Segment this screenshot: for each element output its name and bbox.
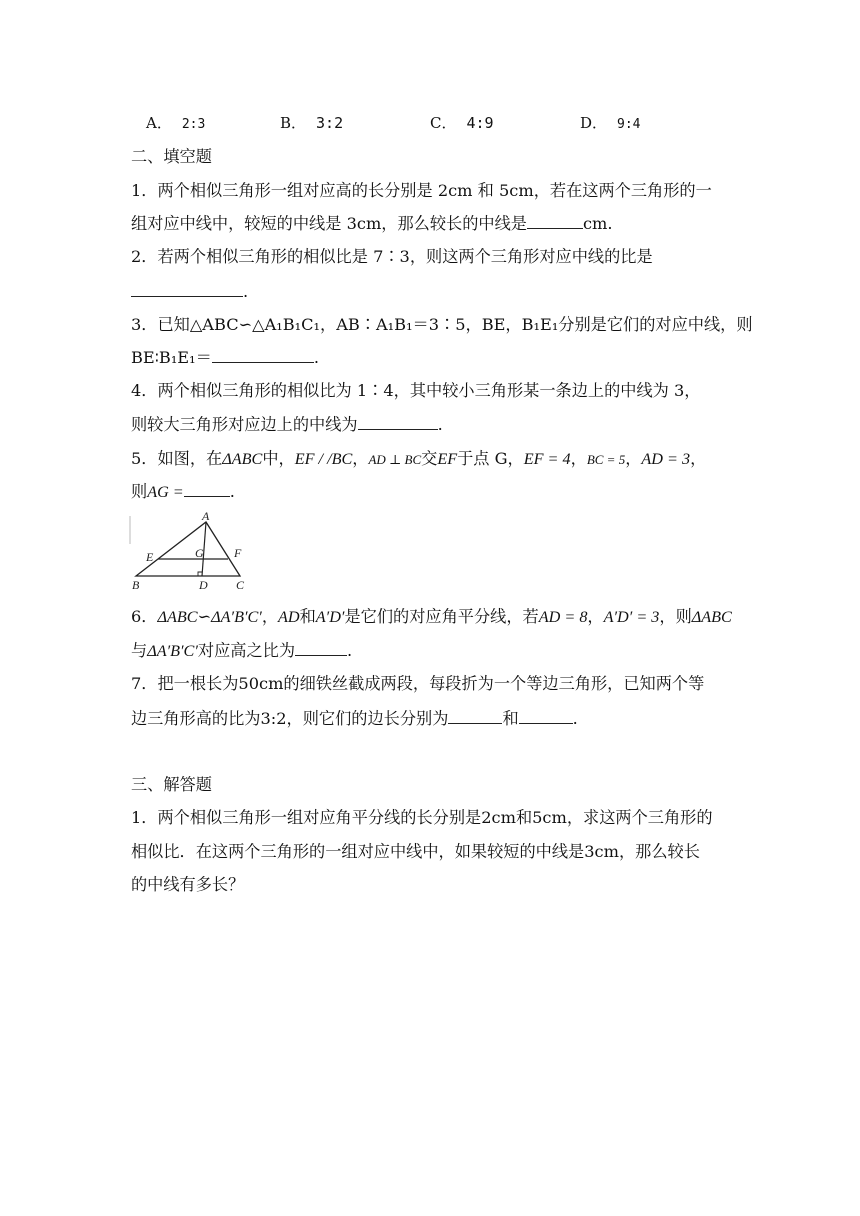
answer-blank-q3[interactable] <box>212 347 314 363</box>
question-5-end: . <box>229 482 235 501</box>
question-6-apdp-value: A′D′ = 3 <box>603 608 660 626</box>
question-5-line-1 <box>131 448 706 471</box>
section-heading-solve: 三、解答题 <box>131 775 212 794</box>
question-6-apbpcp: ΔA′B′C′ <box>147 642 198 660</box>
question-5-ef-value: EF = 4 <box>523 450 571 468</box>
question-6-apdp: A′D′ <box>315 608 345 626</box>
question-3-line-2 <box>131 347 319 369</box>
question-6-text-f: ，则 <box>659 607 692 626</box>
question-6-line-2 <box>131 640 352 662</box>
question-7-text: 边三角形高的比为3:2，则它们的边长分别为 <box>131 709 449 728</box>
question-4-text: 则较大三角形对应边上的中线为 <box>131 415 358 434</box>
question-7-line-2 <box>131 708 578 730</box>
question-3-end: . <box>313 348 319 367</box>
question-5-line-2 <box>131 481 235 503</box>
solve-question-1-line-2: 相似比．在这两个三角形的一组对应中线中，如果较短的中线是3cm，那么较长 <box>131 842 700 861</box>
option-b-letter: B． <box>280 114 307 132</box>
question-5-text-a: 5．如图，在 <box>131 449 223 468</box>
question-7-and: 和 <box>502 709 519 728</box>
label-a: A <box>202 512 210 523</box>
answer-blank-q1[interactable] <box>527 213 583 229</box>
option-c-value: 4:9 <box>466 114 494 132</box>
question-5-text-g: ， <box>625 449 642 468</box>
question-5-ef-parallel: EF / /BC <box>294 450 353 468</box>
question-6-text-b: ， <box>261 607 279 626</box>
question-4-end: . <box>437 415 443 434</box>
option-b-value: 3:2 <box>316 114 344 132</box>
answer-blank-q2[interactable] <box>131 281 243 297</box>
question-1-line-2 <box>131 213 613 235</box>
question-3-text: BE∶B₁E₁＝ <box>131 348 212 367</box>
option-a[interactable] <box>146 112 205 133</box>
label-b: B <box>132 578 140 592</box>
option-c-letter: C． <box>430 114 457 132</box>
question-6-end: . <box>347 641 353 660</box>
question-5-ef: EF <box>437 450 458 468</box>
question-4-line-2 <box>131 414 443 436</box>
question-6-text-d: 是它们的对应角平分线，若 <box>344 607 539 626</box>
question-2-end: . <box>243 282 249 301</box>
label-d: D <box>199 578 208 592</box>
option-a-letter: A． <box>146 114 172 132</box>
answer-blank-q7-first[interactable] <box>448 708 502 724</box>
question-5-text-h: ， <box>690 449 707 468</box>
question-6-num: 6． <box>131 607 158 626</box>
triangle-figure <box>128 512 258 592</box>
label-c: C <box>236 578 245 592</box>
question-6-ad: AD <box>278 608 300 626</box>
question-5-text-e: 于点 G， <box>457 449 524 468</box>
label-f: F <box>234 546 242 560</box>
question-1-unit: cm. <box>582 214 613 233</box>
question-5-bc-value: BC = 5 <box>586 452 626 467</box>
question-7-line-1: 7．把一根长为50cm的细铁丝截成两段，每段折为一个等边三角形，已知两个等 <box>131 674 705 693</box>
triangle-diagram <box>128 512 258 592</box>
question-4-line-1: 4．两个相似三角形的相似比为 1∶4，其中较小三角形某一条边上的中线为 3， <box>131 381 701 400</box>
question-5-text-b: 中， <box>262 449 295 468</box>
solve-question-1-line-3: 的中线有多长？ <box>131 875 245 894</box>
question-5-triangle: ΔABC <box>222 450 263 468</box>
question-6-ratio-text: 对应高之比为 <box>197 641 296 660</box>
option-b[interactable] <box>280 112 343 133</box>
question-3-line-1: 3．已知△ABC∽△A₁B₁C₁，AB∶A₁B₁＝3∶5，BE，B₁E₁分别是它们的对应中线，则 <box>131 315 753 334</box>
question-7-end: . <box>572 709 578 728</box>
answer-blank-q5[interactable] <box>184 481 230 497</box>
question-6-line-1 <box>131 606 732 628</box>
option-c[interactable] <box>430 112 494 133</box>
question-5-text-d: 交 <box>421 449 438 468</box>
question-5-text-f: ， <box>570 449 587 468</box>
question-6-text-e: ， <box>587 607 604 626</box>
question-5-then: 则 <box>131 482 148 501</box>
question-5-text-c: ， <box>352 449 369 468</box>
question-6-and: 与 <box>131 641 148 660</box>
answer-blank-q4[interactable] <box>358 414 438 430</box>
question-6-similar: ΔABC∽ΔA′B′C′ <box>157 608 262 626</box>
section-heading-fill-in: 二、填空题 <box>131 147 212 166</box>
choice-options-row <box>146 112 746 134</box>
question-6-ad-value: AD = 8 <box>538 608 588 626</box>
triangle-abc <box>136 522 240 576</box>
option-d[interactable] <box>580 112 641 133</box>
label-g: G <box>195 546 204 560</box>
question-5-ag: AG = <box>147 483 184 501</box>
answer-blank-q7-second[interactable] <box>519 708 573 724</box>
option-d-letter: D． <box>580 114 608 132</box>
question-1-text: 组对应中线中，较短的中线是 3cm，那么较长的中线是 <box>131 214 527 233</box>
question-2-line-2 <box>131 281 248 303</box>
question-1-line-1: 1．两个相似三角形一组对应高的长分别是 2cm 和 5cm，若在这两个三角形的一 <box>131 181 712 200</box>
answer-blank-q6[interactable] <box>295 640 347 656</box>
label-e: E <box>146 550 154 564</box>
question-5-ad-value: AD = 3 <box>641 450 691 468</box>
solve-question-1-line-1: 1．两个相似三角形一组对应角平分线的长分别是2cm和5cm，求这两个三角形的 <box>131 808 713 827</box>
option-d-value: 9:4 <box>617 117 641 132</box>
question-6-text-c: 和 <box>299 607 316 626</box>
question-2-line-1: 2．若两个相似三角形的相似比是 7∶3，则这两个三角形对应中线的比是 <box>131 247 653 266</box>
option-a-value: 2:3 <box>181 117 206 132</box>
question-5-ad-perp: AD ⊥ BC <box>368 452 422 467</box>
question-6-abc: ΔABC <box>691 608 732 626</box>
